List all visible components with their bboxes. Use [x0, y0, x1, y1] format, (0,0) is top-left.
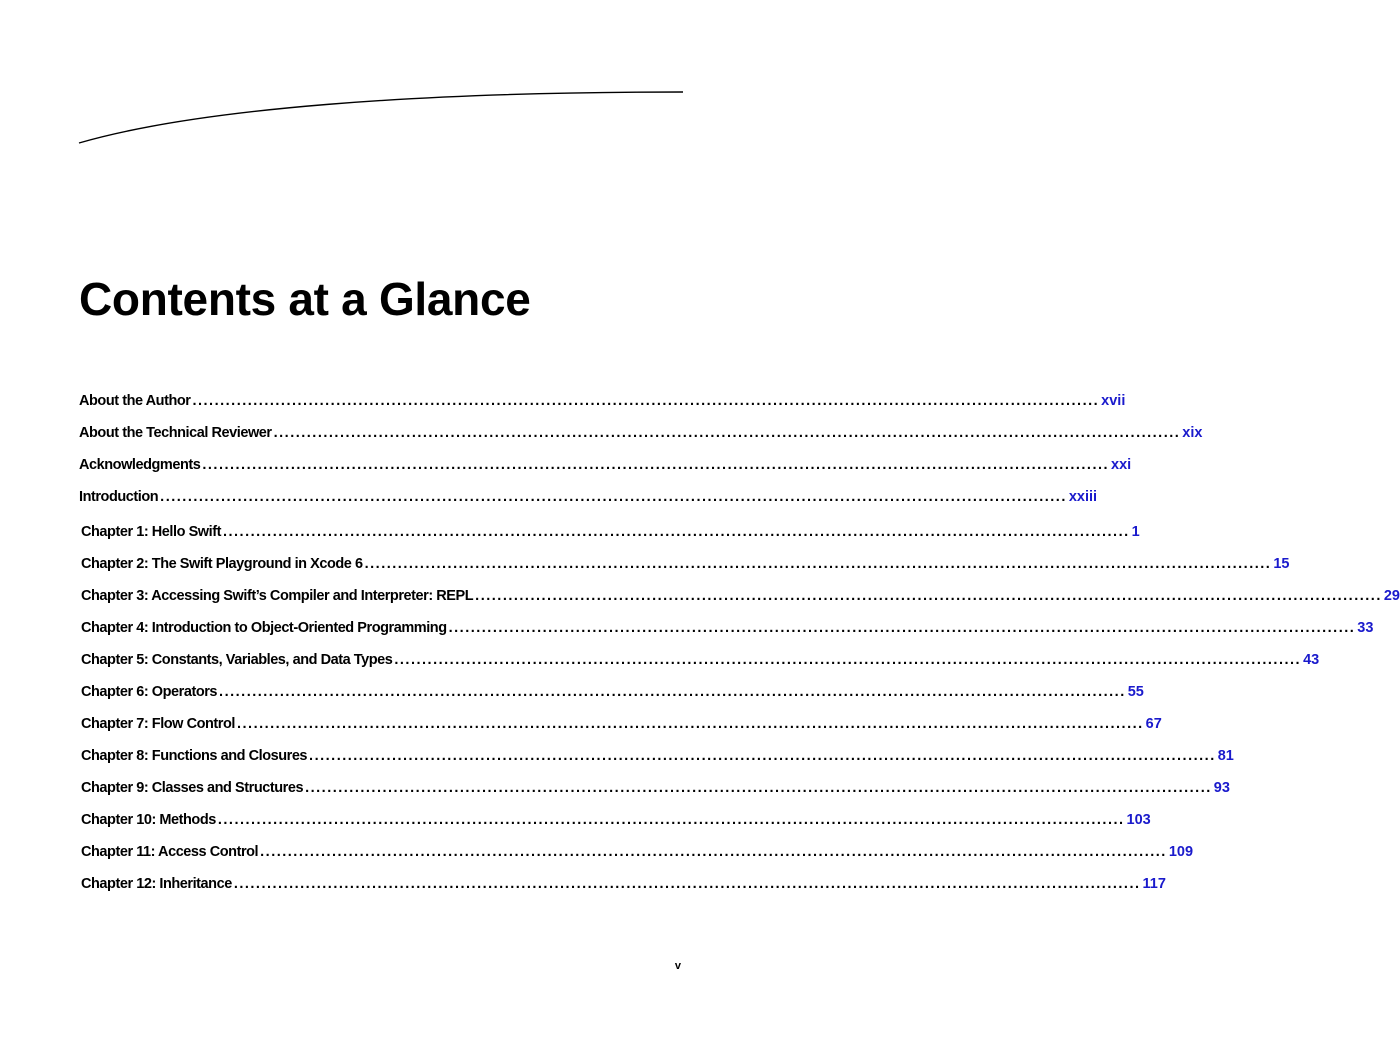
dot-leader: ....................................................................................................................................................................: [219, 684, 1126, 700]
decorative-swoosh-line: [0, 0, 735, 160]
dot-leader: ....................................................................................................................................................................: [364, 556, 1272, 572]
toc-entry-label: Chapter 2: The Swift Playground in Xcode 6: [81, 556, 363, 572]
toc-entry-label: Chapter 12: Inheritance: [81, 876, 232, 892]
dot-leader: ....................................................................................................................................................................: [309, 748, 1216, 764]
toc-page-link[interactable]: xix: [1182, 425, 1203, 441]
toc-entry-label: Chapter 4: Introduction to Object-Oriented Programming: [81, 620, 447, 636]
toc-page-link[interactable]: 109: [1168, 844, 1194, 860]
toc-page-link[interactable]: 81: [1217, 748, 1234, 764]
dot-leader: ....................................................................................................................................................................: [217, 812, 1125, 828]
page-title: Contents at a Glance: [79, 273, 531, 325]
toc-page-link[interactable]: xxiii: [1068, 489, 1098, 505]
toc-entry-chapter-7[interactable]: [79, 716, 1162, 748]
toc-entry-label: About the Author: [79, 393, 191, 409]
toc-page-link[interactable]: xxi: [1111, 457, 1132, 473]
dot-leader: ....................................................................................................................................................................: [394, 652, 1302, 668]
toc-entry-chapter-12[interactable]: [79, 876, 1166, 908]
toc-entry-chapter-10[interactable]: [79, 812, 1151, 844]
table-of-contents: [79, 393, 1400, 908]
dot-leader: ....................................................................................................................................................................: [192, 393, 1100, 409]
page-number: v: [674, 960, 681, 972]
dot-leader: ....................................................................................................................................................................: [222, 524, 1130, 540]
toc-page-link[interactable]: 67: [1145, 716, 1162, 732]
toc-page-link[interactable]: 103: [1126, 812, 1151, 828]
toc-entry-chapter-3[interactable]: [79, 588, 1400, 620]
dot-leader: ....................................................................................................................................................................: [273, 425, 1181, 441]
toc-page-link[interactable]: 15: [1273, 556, 1290, 572]
dot-leader: ....................................................................................................................................................................: [260, 844, 1167, 860]
toc-entry-label: Chapter 9: Classes and Structures: [81, 780, 304, 796]
toc-entry-label: About the Technical Reviewer: [79, 425, 272, 441]
toc-entry-chapter-4[interactable]: [79, 620, 1374, 652]
toc-entry-about-reviewer[interactable]: [79, 425, 1203, 457]
toc-entry-chapter-5[interactable]: [79, 652, 1320, 684]
toc-entry-label: Chapter 7: Flow Control: [81, 716, 235, 732]
dot-leader: ....................................................................................................................................................................: [236, 716, 1144, 732]
toc-page-link[interactable]: 55: [1127, 684, 1144, 700]
toc-page-link[interactable]: 33: [1357, 620, 1374, 636]
toc-entry-chapter-11[interactable]: [79, 844, 1194, 876]
toc-entry-label: Chapter 11: Access Control: [81, 844, 259, 860]
toc-entry-label: Acknowledgments: [79, 457, 201, 473]
toc-page-link[interactable]: 29: [1383, 588, 1400, 604]
toc-entry-chapter-2[interactable]: [79, 556, 1290, 588]
toc-entry-label: Chapter 5: Constants, Variables, and Data Types: [81, 652, 393, 668]
dot-leader: ....................................................................................................................................................................: [160, 489, 1067, 505]
toc-entry-chapter-8[interactable]: [79, 748, 1234, 780]
toc-entry-label: Introduction: [79, 489, 159, 505]
toc-entry-label: Chapter 3: Accessing Swift’s Compiler and Interpreter: REPL: [81, 588, 474, 604]
toc-entry-chapter-1[interactable]: [79, 524, 1140, 556]
toc-entry-about-author[interactable]: [79, 393, 1126, 425]
toc-page-link[interactable]: 1: [1131, 524, 1140, 540]
toc-entry-chapter-6[interactable]: [79, 684, 1144, 716]
toc-entry-label: Chapter 8: Functions and Closures: [81, 748, 308, 764]
dot-leader: ....................................................................................................................................................................: [233, 876, 1141, 892]
toc-page-link[interactable]: xvii: [1101, 393, 1126, 409]
toc-entry-label: Chapter 1: Hello Swift: [81, 524, 221, 540]
toc-entry-chapter-9[interactable]: [79, 780, 1230, 812]
toc-page-link[interactable]: 43: [1303, 652, 1320, 668]
toc-page-link[interactable]: 117: [1142, 876, 1166, 892]
toc-entry-label: Chapter 6: Operators: [81, 684, 218, 700]
toc-page-link[interactable]: 93: [1213, 780, 1230, 796]
toc-entry-introduction[interactable]: [79, 489, 1098, 521]
dot-leader: ....................................................................................................................................................................: [305, 780, 1212, 796]
dot-leader: ....................................................................................................................................................................: [202, 457, 1110, 473]
toc-entry-acknowledgments[interactable]: [79, 457, 1132, 489]
toc-entry-label: Chapter 10: Methods: [81, 812, 216, 828]
dot-leader: ....................................................................................................................................................................: [448, 620, 1356, 636]
dot-leader: ....................................................................................................................................................................: [475, 588, 1382, 604]
